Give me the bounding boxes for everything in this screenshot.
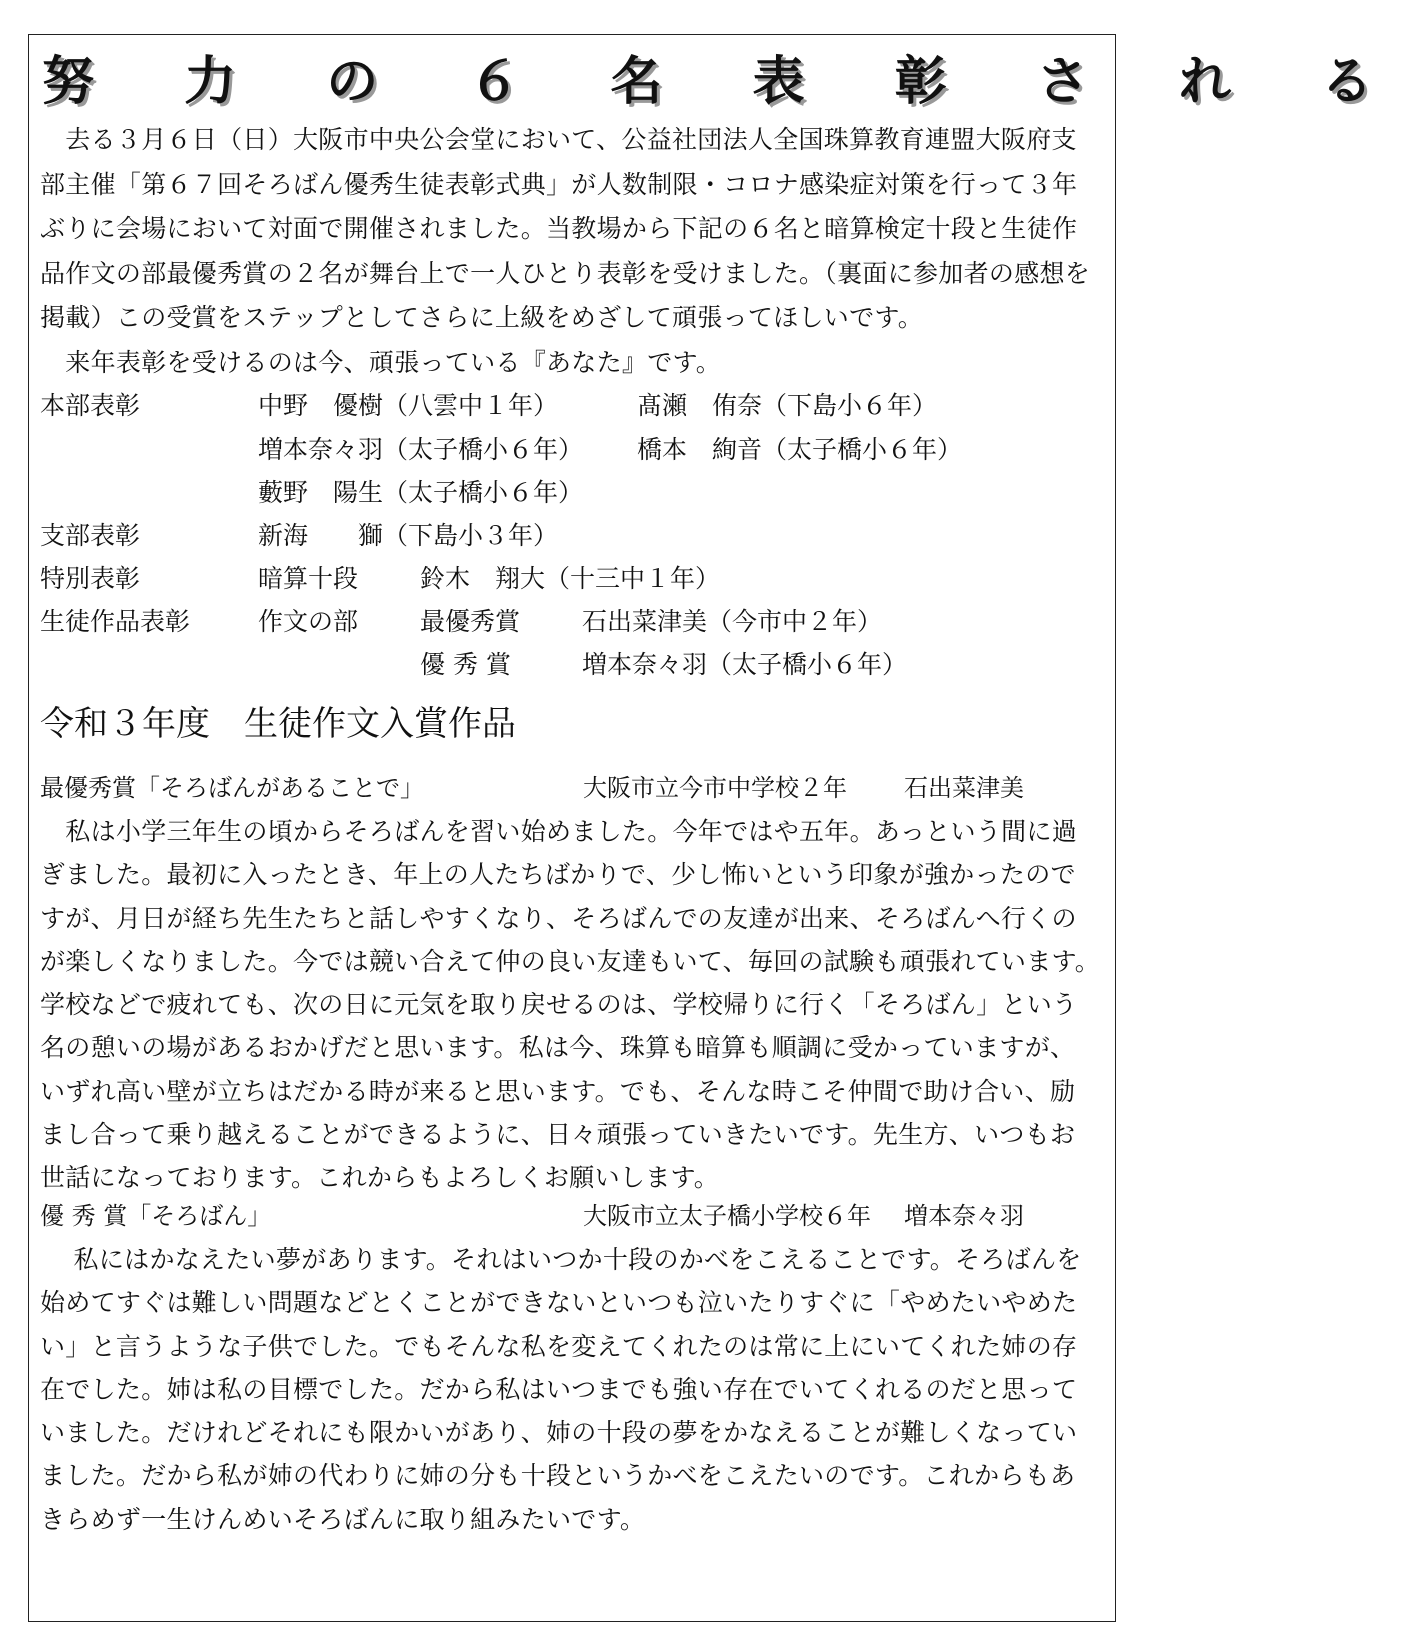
essay1-line: 世話になっております。これからもよろしくお願いします。: [40, 1163, 720, 1193]
essay2-title: 優 秀 賞「そろばん」: [40, 1202, 272, 1230]
essay1-line: 学校などで疲れても、次の日に元気を取り戻せるのは、学校帰りに行く「そろばん」という: [40, 990, 1078, 1020]
award-label-shibu: 支部表彰: [40, 521, 141, 550]
award-rank: 最優秀賞: [420, 607, 521, 636]
intro-line: ぶりに会場において対面で開催されました。当教場から下記の６名と暗算検定十段と生徒作: [40, 214, 1078, 243]
award-recipient: 藪野 陽生（太子橋小６年）: [258, 478, 584, 507]
award-label-honbu: 本部表彰: [40, 391, 141, 420]
essay1-line: 名の憩いの場があるおかげだと思います。私は今、珠算も暗算も順調に受かっていますが、: [40, 1033, 1076, 1063]
award-recipient: 石出菜津美（今市中２年）: [582, 607, 883, 636]
intro-paragraph: [40, 118, 1110, 385]
essay1-line: いずれ高い壁が立ちはだかる時が来ると思います。でも、そんな時こそ仲間で助け合い、励: [40, 1076, 1076, 1106]
award-recipient: 増本奈々羽（太子橋小６年）: [258, 435, 584, 464]
essay1-body: [40, 810, 1110, 1200]
essay2-line: きらめず一生けんめいそろばんに取り組みたいです。: [40, 1504, 646, 1534]
essay1-line: ぎました。最初に入ったとき、年上の人たちばかりで、少し怖いという印象が強かったので: [40, 860, 1076, 890]
intro-line: 品作文の部最優秀賞の２名が舞台上で一人ひとり表彰を受けました。（裏面に参加者の感想を: [40, 258, 1091, 288]
intro-line: 部主催「第６７回そろばん優秀生徒表彰式典」が人数制限・コロナ感染症対策を行って３年: [40, 169, 1078, 199]
award-recipient: 新海 獅（下島小３年）: [258, 521, 559, 550]
award-label-tokubetsu: 特別表彰: [40, 564, 141, 593]
award-label-sakuhin: 生徒作品表彰: [40, 607, 191, 636]
essay2-line: ました。だから私が姉の代わりに姉の分も十段というかべをこえたいのです。これからもあ: [40, 1461, 1076, 1491]
page-title: 努 力 の ６ 名 表 彰 さ れ る: [42, 52, 1409, 112]
intro-line: 掲載）この受賞をステップとしてさらに上級をめざして頑張ってほしいです。: [40, 303, 924, 332]
essay1-school: 大阪市立今市中学校２年: [583, 774, 847, 802]
essay1-line: すが、月日が経ち先生たちと話しやすくなり、そろばんでの友達が出来、そろばんへ行くの: [40, 903, 1077, 933]
award-recipient: 増本奈々羽（太子橋小６年）: [582, 650, 908, 679]
essay2-line: 私にはかなえたい夢があります。それはいつか十段のかべをこえることです。そろばんを: [40, 1245, 1082, 1274]
essay1-title: 最優秀賞「そろばんがあることで」: [40, 774, 424, 802]
essay1-author: 石出菜津美: [904, 774, 1024, 802]
award-rank: 優 秀 賞: [420, 650, 511, 679]
essay2-author: 増本奈々羽: [904, 1202, 1024, 1230]
award-category: 暗算十段: [258, 564, 359, 593]
award-recipient: 中野 優樹（八雲中１年）: [258, 391, 559, 420]
essay1-line: が楽しくなりました。今では競い合えて仲の良い友達もいて、毎回の試験も頑張れています。: [40, 946, 1101, 976]
essay2-line: い」と言うような子供でした。でもそんな私を変えてくれたのは常に上にいてくれた姉の存: [40, 1331, 1078, 1361]
intro-line: 去る３月６日（日）大阪市中央公会堂において、公益社団法人全国珠算教育連盟大阪府支: [40, 125, 1077, 154]
essay2-school: 大阪市立太子橋小学校６年: [583, 1202, 871, 1230]
award-recipient: 橋本 絢音（太子橋小６年）: [637, 435, 963, 464]
essay2-line: 始めてすぐは難しい問題などとくことができないといつも泣いたりすぐに「やめたいやめた: [40, 1288, 1078, 1318]
intro-line: 来年表彰を受けるのは今、頑張っている『あなた』です。: [40, 347, 722, 377]
essay1-line: 私は小学三年生の頃からそろばんを習い始めました。今年ではや五年。あっという間に過: [40, 817, 1078, 846]
essay1-line: まし合って乗り越えることができるように、日々頑張っていきたいです。先生方、いつもお: [40, 1120, 1076, 1150]
essay2-line: いました。だけれどそれにも限かいがあり、姉の十段の夢をかなえることが難しくなってい: [40, 1418, 1078, 1448]
award-category: 作文の部: [258, 607, 359, 636]
award-recipient: 髙瀬 侑奈（下島小６年）: [637, 391, 938, 420]
essay2-line: 在でした。姉は私の目標でした。だから私はいつまでも強い存在でいてくれるのだと思って: [40, 1374, 1078, 1404]
essay2-body: [40, 1238, 1110, 1541]
section-heading: 令和３年度 生徒作文入賞作品: [40, 704, 516, 744]
award-recipient: 鈴木 翔大（十三中１年）: [420, 564, 721, 593]
